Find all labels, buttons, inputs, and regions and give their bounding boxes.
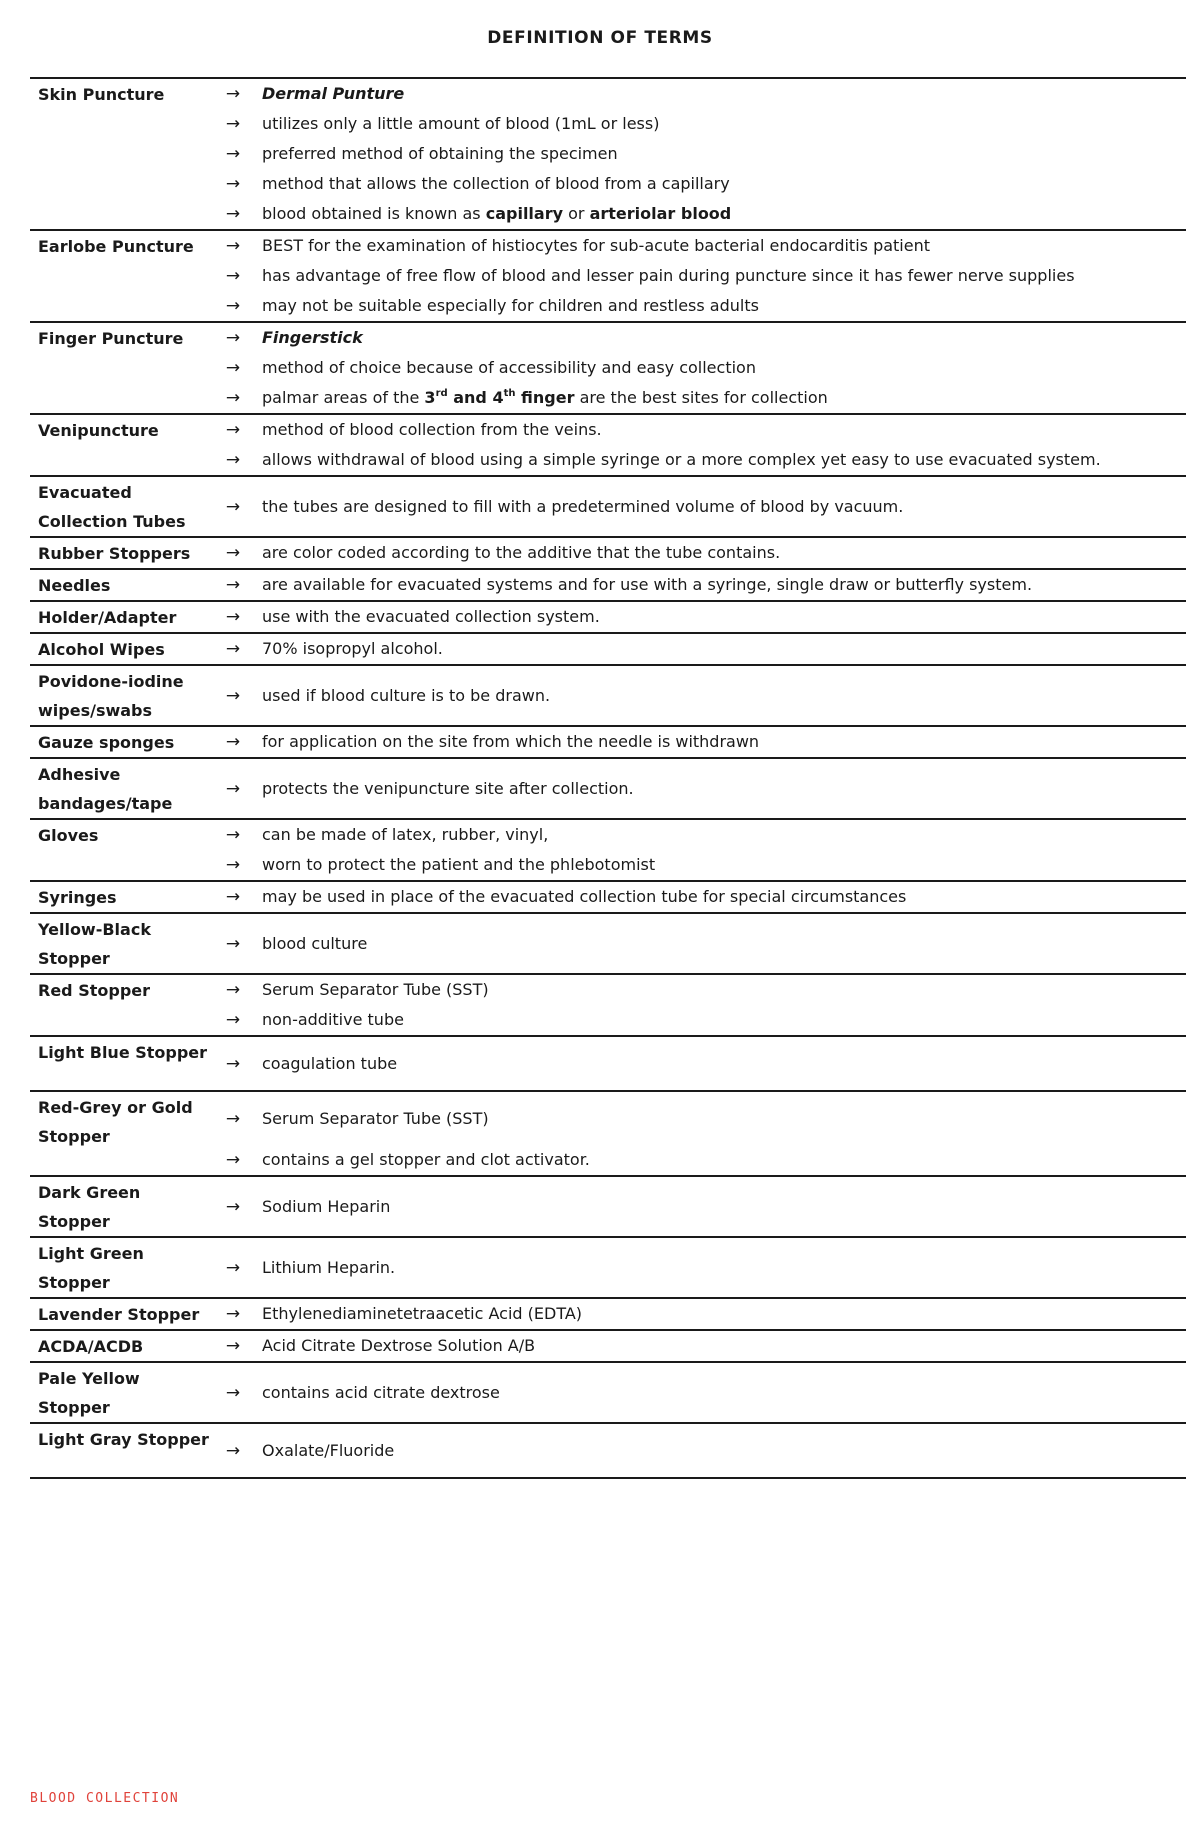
definition-row [30,1237,1186,1298]
term-label: Earlobe Puncture [30,230,212,322]
arrow-icon: → [212,665,254,726]
arrow-icon: → [212,1036,254,1091]
definition-synonym: Dermal Punture [262,84,405,103]
definition-text [254,1237,1186,1298]
arrow-icon: → [212,974,254,1005]
page-title: DEFINITION OF TERMS [487,28,713,48]
arrow-icon: → [212,1330,254,1362]
arrow-icon: → [212,1423,254,1478]
arrow-icon: → [212,414,254,445]
term-label: ACDA/ACDB [30,1330,212,1362]
term-label: Red-Grey or Gold Stopper [30,1091,212,1176]
term-label: Rubber Stoppers [30,537,212,569]
definition-row [30,537,1186,569]
term-label: Alcohol Wipes [30,633,212,665]
definition-text [254,1330,1186,1362]
arrow-icon: → [212,1362,254,1423]
arrow-icon: → [212,230,254,261]
definition-row [30,881,1186,913]
definition-fragment: may not be suitable especially for children and restless adults [262,296,759,315]
arrow-icon: → [212,476,254,537]
definition-text [254,758,1186,819]
arrow-icon: → [212,322,254,353]
definition-text [254,1091,1186,1145]
definition-text [254,199,1186,230]
definition-fragment: finger [515,388,575,407]
definition-fragment: BEST for the examination of histiocytes for sub-acute bacterial endocarditis patient [262,236,930,255]
definition-fragment: Lithium Heparin. [262,1257,396,1277]
term-label: Gauze sponges [30,726,212,758]
definitions-table [30,77,1186,1479]
definition-fragment: coagulation tube [262,1053,398,1073]
term-label: Needles [30,569,212,601]
arrow-icon: → [212,1176,254,1237]
arrow-icon: → [212,913,254,974]
definition-text [254,569,1186,601]
definition-fragment: contains a gel stopper and clot activator. [262,1150,590,1169]
definition-row [30,758,1186,819]
term-label: Lavender Stopper [30,1298,212,1330]
definition-row [30,726,1186,758]
definition-text [254,726,1186,758]
arrow-icon: → [212,726,254,758]
definition-text [254,881,1186,913]
definition-fragment: blood culture [262,933,368,953]
arrow-icon: → [225,1150,241,1170]
definition-synonym: Fingerstick [262,328,363,347]
arrow-icon: → [225,1010,241,1030]
arrow-icon: → [225,358,241,378]
definition-row [30,1091,1186,1145]
definition-fragment: has advantage of free flow of blood and lesser pain during puncture since it has fewer nerve supplies [262,266,1075,285]
term-label: Skin Puncture [30,78,212,230]
definition-text [254,1036,1186,1091]
arrow-icon: → [225,855,241,875]
arrow-icon: → [225,388,241,408]
term-label: Gloves [30,819,212,881]
definition-fragment: Ethylenediaminetetraacetic Acid (EDTA) [262,1304,583,1323]
definition-text [254,78,1186,109]
definition-text [254,322,1186,353]
definition-row [30,230,1186,261]
term-label: Yellow-Black Stopper [30,913,212,974]
definition-row [30,665,1186,726]
definition-row [30,974,1186,1005]
definition-text [254,445,1186,476]
definition-fragment: 70% isopropyl alcohol. [262,639,443,658]
definition-fragment: are the best sites for collection [574,388,828,407]
definition-fragment: method of blood collection from the veins. [262,420,602,439]
footer-label: BLOOD COLLECTION [30,1791,180,1806]
definition-row [30,1176,1186,1237]
definition-text [254,169,1186,199]
definition-fragment: 3 [424,388,436,407]
arrow-icon: → [225,266,241,286]
definition-fragment: Serum Separator Tube (SST) [262,1108,489,1128]
arrow-icon: → [225,144,241,164]
definition-text [254,139,1186,169]
arrow-icon: → [212,633,254,665]
definition-fragment: Serum Separator Tube (SST) [262,980,489,999]
definition-text [254,633,1186,665]
definition-text [254,383,1186,414]
definition-text [254,353,1186,383]
definition-text [254,230,1186,261]
definition-row [30,819,1186,850]
arrow-icon: → [212,601,254,633]
definition-row [30,1330,1186,1362]
term-label: Syringes [30,881,212,913]
arrow-icon: → [212,819,254,850]
definition-text [254,819,1186,850]
definition-row [30,569,1186,601]
superscript-text: th [503,387,516,399]
arrow-icon: → [212,537,254,569]
definition-text [254,476,1186,537]
definition-text [254,291,1186,322]
definition-text [254,414,1186,445]
arrow-icon: → [212,1237,254,1298]
definition-fragment: use with the evacuated collection system. [262,607,600,626]
arrow-icon: → [212,1091,254,1145]
definition-text [254,1362,1186,1423]
superscript-text: rd [435,387,448,399]
arrow-icon: → [225,174,241,194]
definition-fragment: and 4 [447,388,504,407]
definition-text [254,1423,1186,1478]
definition-fragment: Oxalate/Fluoride [262,1440,395,1460]
term-label: Povidone-iodine wipes/swabs [30,665,212,726]
definition-row [30,322,1186,353]
definition-fragment: blood obtained is known as [262,204,486,223]
definition-row [30,1298,1186,1330]
definition-text [254,1298,1186,1330]
definition-fragment: method of choice because of accessibility and easy collection [262,358,756,377]
definition-row [30,633,1186,665]
term-label: Dark Green Stopper [30,1176,212,1237]
arrow-icon: → [212,569,254,601]
definition-fragment: may be used in place of the evacuated collection tube for special circumstances [262,887,907,906]
definition-fragment: are color coded according to the additive that the tube contains. [262,543,781,562]
definition-fragment: preferred method of obtaining the specimen [262,144,618,163]
definition-fragment: for application on the site from which the needle is withdrawn [262,732,760,751]
definition-row [30,1036,1186,1091]
definition-text [254,601,1186,633]
definition-row [30,1362,1186,1423]
term-label: Red Stopper [30,974,212,1036]
definition-row [30,1423,1186,1478]
definition-text [254,850,1186,881]
definition-text [254,537,1186,569]
definition-text [254,1005,1186,1036]
definition-row [30,414,1186,445]
term-label: Light Green Stopper [30,1237,212,1298]
definition-fragment: Sodium Heparin [262,1196,391,1216]
arrow-icon: → [212,1298,254,1330]
term-label: Holder/Adapter [30,601,212,633]
definition-fragment: the tubes are designed to fill with a predetermined volume of blood by vacuum. [262,496,904,516]
term-label: Light Gray Stopper [30,1423,212,1478]
definition-row [30,601,1186,633]
arrow-icon: → [225,114,241,134]
definition-text [254,1145,1186,1176]
definition-fragment: worn to protect the patient and the phlebotomist [262,855,656,874]
definition-fragment: non-additive tube [262,1010,404,1029]
arrow-icon: → [212,881,254,913]
arrow-icon: → [225,296,241,316]
definition-text [254,1176,1186,1237]
definition-fragment: contains acid citrate dextrose [262,1382,500,1402]
term-label: Adhesive bandages/tape [30,758,212,819]
definition-text [254,913,1186,974]
definition-fragment: capillary [485,204,564,223]
arrow-icon: → [212,758,254,819]
definition-fragment: protects the venipuncture site after collection. [262,778,634,798]
definition-text [254,665,1186,726]
definition-fragment: utilizes only a little amount of blood (1mL or less) [262,114,660,133]
definition-fragment: arteriolar blood [589,204,732,223]
term-label: Venipuncture [30,414,212,476]
definition-fragment: can be made of latex, rubber, vinyl, [262,825,549,844]
definition-fragment: Acid Citrate Dextrose Solution A/B [262,1336,536,1355]
definition-text [254,974,1186,1005]
term-label: Finger Puncture [30,322,212,414]
definition-fragment: are available for evacuated systems and for use with a syringe, single draw or butterfly system. [262,575,1033,594]
definition-fragment: or [563,204,590,223]
term-label: Light Blue Stopper [30,1036,212,1091]
definition-fragment: method that allows the collection of blood from a capillary [262,174,730,193]
arrow-icon: → [212,78,254,109]
definition-row [30,78,1186,109]
definition-row [30,913,1186,974]
definition-fragment: allows withdrawal of blood using a simple syringe or a more complex yet easy to use evacuated system. [262,450,1101,469]
definition-text [254,109,1186,139]
definition-fragment: palmar areas of the [262,388,425,407]
arrow-icon: → [225,204,241,224]
definition-text [254,261,1186,291]
arrow-icon: → [225,450,241,470]
term-label: Evacuated Collection Tubes [30,476,212,537]
definition-row [30,476,1186,537]
term-label: Pale Yellow Stopper [30,1362,212,1423]
definition-fragment: used if blood culture is to be drawn. [262,685,551,705]
